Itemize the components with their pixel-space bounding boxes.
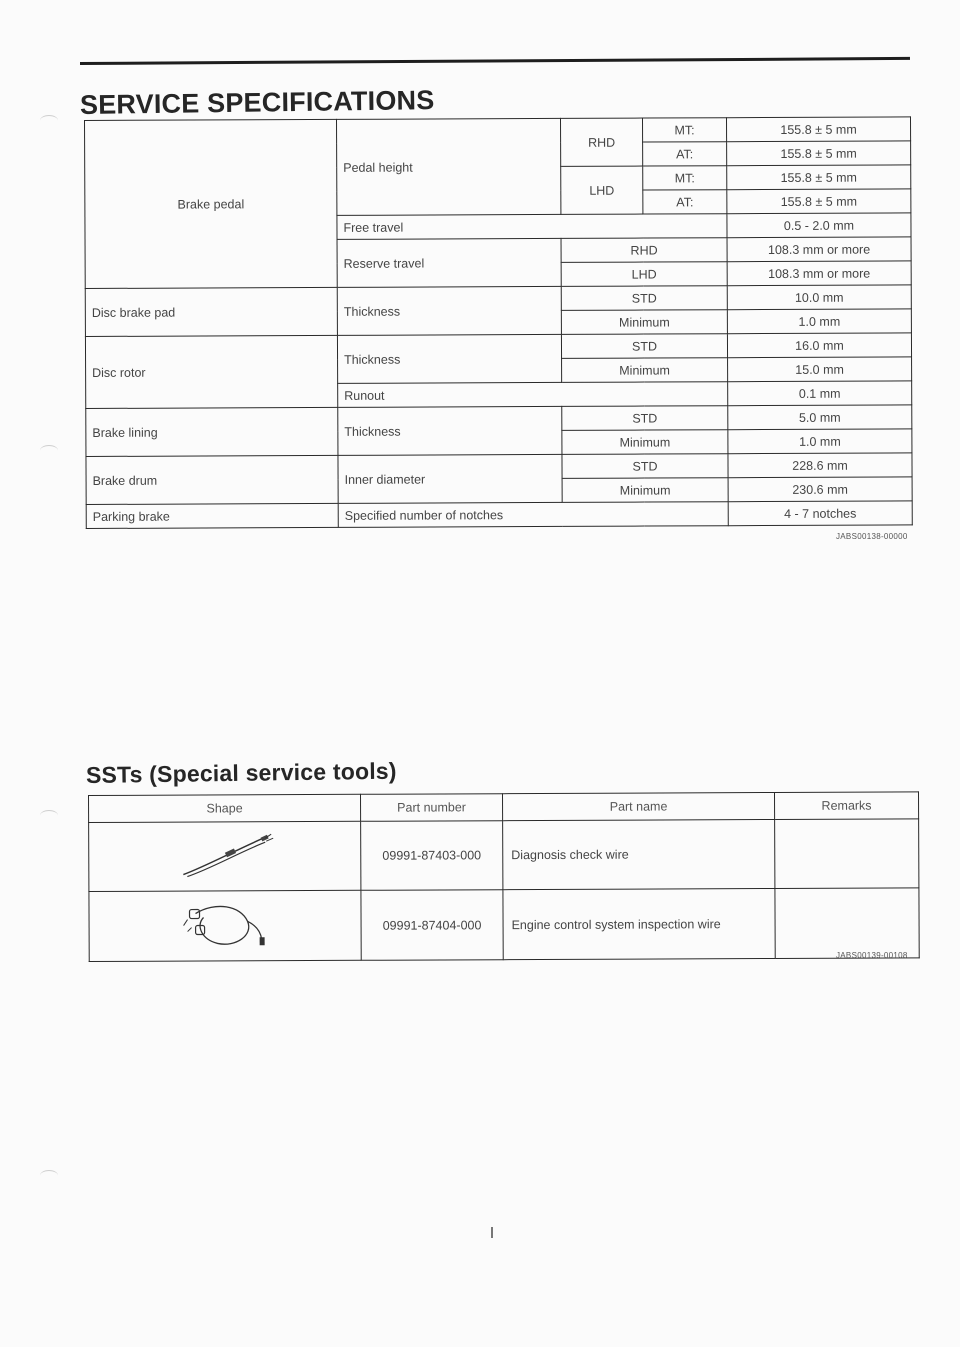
free-travel-label: Free travel	[337, 214, 727, 240]
lhd-label: LHD	[561, 166, 643, 214]
value-cell: 155.8 ± 5 mm	[727, 189, 911, 214]
inspection-wire-icon	[165, 895, 285, 954]
value-cell: 108.3 mm or more	[727, 237, 911, 262]
brake-lining-label: Brake lining	[86, 407, 338, 456]
reserve-travel-label: Reserve travel	[337, 238, 561, 287]
thickness-label: Thickness	[337, 286, 561, 335]
minimum-label: Minimum	[562, 430, 728, 455]
minimum-label: Minimum	[562, 478, 728, 503]
value-cell: 0.1 mm	[728, 381, 912, 406]
value-cell: 0.5 - 2.0 mm	[727, 213, 911, 238]
inner-diameter-label: Inner diameter	[338, 454, 562, 503]
thickness-label: Thickness	[338, 406, 562, 455]
minimum-label: Minimum	[561, 310, 727, 335]
reference-code: JABS00138-00000	[836, 532, 908, 541]
disc-brake-pad-label: Disc brake pad	[85, 287, 337, 336]
part-number-cell: 09991-87403-000	[361, 821, 503, 891]
minimum-label: Minimum	[562, 358, 728, 383]
check-wire-icon	[165, 828, 285, 883]
value-cell: 1.0 mm	[728, 429, 912, 454]
pedal-height-label: Pedal height	[336, 118, 560, 215]
remarks-header: Remarks	[774, 792, 918, 820]
value-cell: 5.0 mm	[728, 405, 912, 430]
part-number-header: Part number	[360, 794, 502, 822]
thickness-label: Thickness	[337, 334, 561, 383]
value-cell: 10.0 mm	[727, 285, 911, 310]
runout-label: Runout	[338, 382, 728, 408]
service-specifications-table	[84, 116, 913, 529]
value-cell: 4 - 7 notches	[728, 501, 912, 526]
value-cell: 228.6 mm	[728, 453, 912, 478]
rhd-label: RHD	[560, 118, 642, 166]
at-label: AT:	[643, 190, 727, 214]
disc-rotor-label: Disc rotor	[85, 335, 337, 408]
value-cell: 155.8 ± 5 mm	[727, 141, 911, 166]
part-name-cell: Engine control system inspection wire	[503, 889, 775, 960]
value-cell: 108.3 mm or more	[727, 261, 911, 286]
scan-artifact	[40, 115, 58, 126]
scan-artifact	[40, 810, 58, 821]
value-cell: 16.0 mm	[727, 333, 911, 358]
rhd-label: RHD	[561, 238, 727, 263]
value-cell: 155.8 ± 5 mm	[726, 117, 910, 142]
std-label: STD	[562, 454, 728, 479]
part-name-cell: Diagnosis check wire	[503, 820, 775, 890]
at-label: AT:	[643, 142, 727, 166]
part-number-cell: 09991-87404-000	[361, 890, 503, 961]
std-label: STD	[561, 286, 727, 311]
brake-drum-label: Brake drum	[86, 455, 338, 504]
scan-artifact	[40, 445, 58, 456]
remarks-cell	[775, 819, 919, 889]
mt-label: MT:	[642, 118, 726, 142]
std-label: STD	[562, 406, 728, 431]
service-specifications-title: SERVICE SPECIFICATIONS	[79, 85, 435, 120]
scan-artifact	[40, 1170, 58, 1181]
table-row	[89, 888, 919, 962]
parking-brake-label: Parking brake	[86, 503, 338, 528]
brake-pedal-label: Brake pedal	[85, 119, 338, 288]
shape-header: Shape	[89, 794, 361, 822]
remarks-cell	[775, 888, 919, 959]
lhd-label: LHD	[561, 262, 727, 287]
reference-code: JABS00139-00108	[836, 951, 908, 960]
ssts-title: SSTs (Special service tools)	[85, 757, 397, 788]
value-cell: 1.0 mm	[727, 309, 911, 334]
diagnosis-check-wire-image	[89, 821, 361, 891]
table-row	[89, 819, 919, 892]
value-cell: 155.8 ± 5 mm	[727, 165, 911, 190]
top-rule	[80, 57, 910, 65]
mt-label: MT:	[643, 166, 727, 190]
notches-label: Specified number of notches	[338, 502, 728, 528]
part-name-header: Part name	[502, 793, 774, 821]
value-cell: 230.6 mm	[728, 477, 912, 502]
engine-control-wire-image	[89, 890, 361, 961]
page-mark	[491, 1227, 493, 1238]
sst-table	[88, 791, 920, 962]
std-label: STD	[561, 334, 727, 359]
value-cell: 15.0 mm	[728, 357, 912, 382]
